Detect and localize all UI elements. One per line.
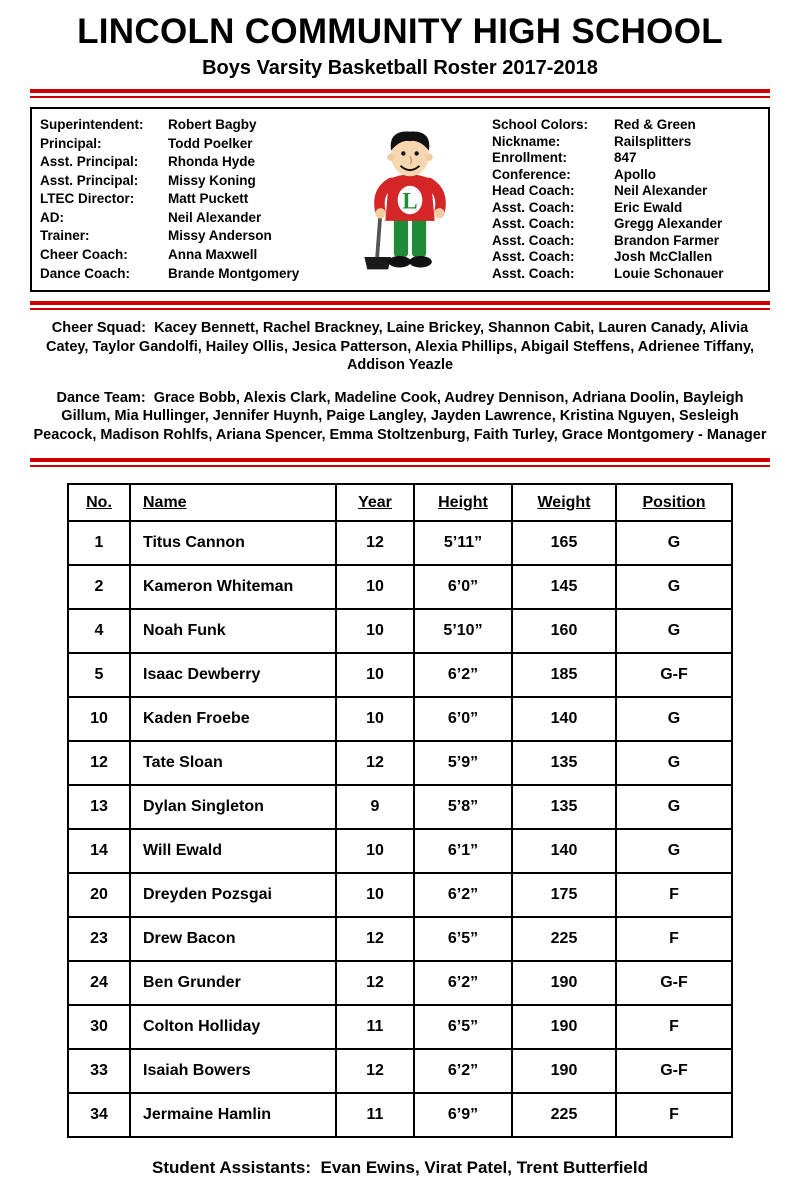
roster-cell: 6’2”	[414, 653, 512, 697]
roster-cell: Kaden Froebe	[130, 697, 336, 741]
roster-cell: 175	[512, 873, 616, 917]
school-title: LINCOLN COMMUNITY HIGH SCHOOL	[77, 12, 723, 51]
roster-cell: Tate Sloan	[130, 741, 336, 785]
info-value: Neil Alexander	[168, 209, 262, 225]
info-value: Eric Ewald	[614, 199, 683, 215]
info-row	[492, 216, 760, 233]
roster-row	[68, 565, 732, 609]
info-label: Asst. Principal:	[40, 154, 139, 170]
info-row	[40, 266, 328, 283]
roster-row	[68, 917, 732, 961]
roster-cell: G	[616, 565, 732, 609]
roster-cell: 6’0”	[414, 565, 512, 609]
roster-row	[68, 961, 732, 1005]
info-value: Matt Puckett	[168, 191, 249, 207]
roster-header-row	[68, 484, 732, 521]
roster-row	[68, 1049, 732, 1093]
roster-cell: 190	[512, 1049, 616, 1093]
info-row	[40, 117, 328, 134]
info-row	[40, 191, 328, 208]
roster-cell: F	[616, 917, 732, 961]
cheer-squad-paragraph	[32, 319, 768, 375]
column-header: Weight	[512, 484, 616, 521]
dance-team-paragraph	[32, 389, 768, 445]
info-value: Red & Green	[614, 117, 696, 132]
roster-cell: 10	[336, 697, 414, 741]
roster-cell: Isaac Dewberry	[130, 653, 336, 697]
info-label: Asst. Coach:	[492, 199, 575, 215]
roster-cell: 11	[336, 1093, 414, 1137]
info-label: LTEC Director:	[40, 191, 135, 207]
info-row	[492, 117, 760, 134]
roster-row	[68, 741, 732, 785]
roster-cell: Drew Bacon	[130, 917, 336, 961]
roster-cell: 9	[336, 785, 414, 829]
roster-cell: 6’2”	[414, 1049, 512, 1093]
roster-cell: 6’9”	[414, 1093, 512, 1137]
roster-cell: 6’0”	[414, 697, 512, 741]
info-value: Brandon Farmer	[614, 232, 720, 248]
roster-row	[68, 609, 732, 653]
roster-cell: Isaiah Bowers	[130, 1049, 336, 1093]
info-row	[40, 247, 328, 264]
info-row	[40, 154, 328, 171]
roster-row	[68, 1005, 732, 1049]
roster-row	[68, 653, 732, 697]
roster-cell: G	[616, 785, 732, 829]
roster-cell: 5’9”	[414, 741, 512, 785]
info-row	[40, 136, 328, 153]
info-label: Asst. Coach:	[492, 216, 575, 231]
column-header: Position	[616, 484, 732, 521]
column-header: Name	[130, 484, 336, 521]
info-row	[492, 200, 760, 217]
roster-cell: 10	[336, 565, 414, 609]
roster-cell: 10	[336, 829, 414, 873]
info-row	[492, 266, 760, 283]
info-value: Missy Koning	[168, 172, 256, 188]
info-label: AD:	[40, 209, 64, 225]
roster-cell: 12	[336, 961, 414, 1005]
roster-cell: G	[616, 697, 732, 741]
roster-cell: 190	[512, 961, 616, 1005]
info-value: Brande Montgomery	[168, 265, 300, 281]
student-assistants-label: Student Assistants:	[152, 1158, 312, 1177]
roster-cell: 12	[336, 741, 414, 785]
info-row	[40, 228, 328, 245]
roster-cell: F	[616, 1093, 732, 1137]
info-label: Cheer Coach:	[40, 246, 128, 262]
info-value: Louie Schonauer	[614, 265, 724, 281]
roster-cell: 11	[336, 1005, 414, 1049]
dance-team-label: Dance Team:	[56, 389, 146, 406]
info-value: Rhonda Hyde	[168, 154, 256, 170]
info-label: Trainer:	[40, 228, 90, 244]
roster-cell: 13	[68, 785, 130, 829]
railsplitter-mascot-image	[328, 117, 492, 282]
cheer-squad-members: Kacey Bennett, Rachel Brackney, Laine Brickey, Shannon Cabit, Lauren Canady, Alivia Catey, Taylor Gandolfi, Hailey Ollis, Jesica Patterson, Alexia Phillips, Abigail Steffens, Adrienee Tiffany, Addison Yeazle	[45, 320, 755, 373]
roster-cell: 225	[512, 1093, 616, 1137]
info-label: Asst. Principal:	[40, 172, 139, 188]
roster-cell: 135	[512, 785, 616, 829]
roster-cell: Titus Cannon	[130, 521, 336, 565]
roster-cell: 23	[68, 917, 130, 961]
info-label: Principal:	[40, 135, 102, 151]
roster-cell: 4	[68, 609, 130, 653]
info-label: Enrollment:	[492, 150, 568, 165]
roster-cell: 5’10”	[414, 609, 512, 653]
roster-cell: 140	[512, 697, 616, 741]
roster-cell: 2	[68, 565, 130, 609]
info-value: Josh McClallen	[614, 249, 713, 264]
info-label: Asst. Coach:	[492, 265, 575, 281]
roster-cell: 1	[68, 521, 130, 565]
roster-cell: 6’1”	[414, 829, 512, 873]
roster-cell: 12	[336, 521, 414, 565]
roster-row	[68, 829, 732, 873]
red-divider-rule	[30, 301, 770, 310]
school-info-box	[30, 107, 770, 292]
info-label: Head Coach:	[492, 183, 575, 198]
info-label: Nickname:	[492, 133, 561, 149]
info-value: 847	[614, 150, 637, 165]
student-assistants-names: Evan Ewins, Virat Patel, Trent Butterfield	[320, 1158, 648, 1177]
info-row	[492, 183, 760, 200]
student-assistants-line	[28, 1158, 772, 1178]
roster-cell: 6’5”	[414, 1005, 512, 1049]
info-row	[492, 134, 760, 151]
svg-text:L: L	[402, 188, 418, 214]
roster-cell: G	[616, 741, 732, 785]
squads-section	[28, 319, 772, 444]
roster-cell: 34	[68, 1093, 130, 1137]
roster-cell: Noah Funk	[130, 609, 336, 653]
roster-cell: 6’5”	[414, 917, 512, 961]
red-divider-rule	[30, 458, 770, 467]
cheer-squad-label: Cheer Squad:	[51, 320, 147, 336]
roster-cell: F	[616, 873, 732, 917]
roster-cell: 225	[512, 917, 616, 961]
roster-cell: G	[616, 609, 732, 653]
roster-cell: 135	[512, 741, 616, 785]
roster-cell: 10	[68, 697, 130, 741]
roster-cell: Dylan Singleton	[130, 785, 336, 829]
info-row	[492, 150, 760, 167]
info-value: Gregg Alexander	[614, 216, 723, 231]
info-label: Asst. Coach:	[492, 232, 575, 248]
info-value: Neil Alexander	[614, 183, 708, 198]
roster-cell: 5’8”	[414, 785, 512, 829]
roster-cell: 10	[336, 873, 414, 917]
info-row	[492, 233, 760, 250]
roster-cell: 190	[512, 1005, 616, 1049]
document-header	[28, 12, 772, 80]
column-header: Year	[336, 484, 414, 521]
column-header: Height	[414, 484, 512, 521]
info-row	[40, 210, 328, 227]
column-header: No.	[68, 484, 130, 521]
roster-cell: 6’2”	[414, 873, 512, 917]
dance-team-members: Grace Bobb, Alexis Clark, Madeline Cook, Audrey Dennison, Adriana Doolin, Bayleigh Gillum, Mia Hullinger, Jennifer Huynh, Paige Langley, Jayden Lawrence, Kristina Nguyen, Sesleigh Peacock, Madison Rohlfs, Ariana Spencer, Emma Stoltzenburg, Faith Turley, Grace Montgomery - Manager	[33, 389, 767, 443]
roster-cell: Dreyden Pozsgai	[130, 873, 336, 917]
roster-cell: G-F	[616, 653, 732, 697]
roster-cell: Colton Holliday	[130, 1005, 336, 1049]
roster-cell: G-F	[616, 961, 732, 1005]
info-label: Asst. Coach:	[492, 249, 575, 264]
roster-cell: 10	[336, 653, 414, 697]
document-subtitle: Boys Varsity Basketball Roster 2017-2018	[202, 57, 598, 79]
info-left-column	[40, 117, 328, 282]
info-label: Superintendent:	[40, 117, 144, 132]
roster-cell: 20	[68, 873, 130, 917]
roster-cell: 14	[68, 829, 130, 873]
roster-cell: 160	[512, 609, 616, 653]
roster-row	[68, 521, 732, 565]
roster-cell: 145	[512, 565, 616, 609]
red-divider-rule	[30, 89, 770, 98]
roster-table	[67, 483, 733, 1138]
roster-cell: 6’2”	[414, 961, 512, 1005]
info-value: Robert Bagby	[168, 117, 257, 132]
roster-cell: 10	[336, 609, 414, 653]
roster-cell: 24	[68, 961, 130, 1005]
info-value: Missy Anderson	[168, 228, 272, 244]
info-right-column	[492, 117, 760, 282]
roster-row	[68, 697, 732, 741]
roster-cell: 30	[68, 1005, 130, 1049]
roster-cell: 165	[512, 521, 616, 565]
info-value: Railsplitters	[614, 133, 692, 149]
roster-row	[68, 785, 732, 829]
roster-row	[68, 873, 732, 917]
roster-cell: F	[616, 1005, 732, 1049]
roster-cell: G-F	[616, 1049, 732, 1093]
info-row	[492, 167, 760, 184]
roster-row	[68, 1093, 732, 1137]
info-label: School Colors:	[492, 117, 589, 132]
roster-cell: Jermaine Hamlin	[130, 1093, 336, 1137]
roster-cell: 5	[68, 653, 130, 697]
roster-cell: 12	[68, 741, 130, 785]
info-label: Dance Coach:	[40, 265, 131, 281]
info-row	[40, 173, 328, 190]
roster-cell: 33	[68, 1049, 130, 1093]
roster-cell: 12	[336, 1049, 414, 1093]
info-value: Apollo	[614, 166, 656, 182]
info-value: Todd Poelker	[168, 135, 253, 151]
roster-cell: G	[616, 829, 732, 873]
roster-cell: 5’11”	[414, 521, 512, 565]
roster-table-body	[68, 521, 732, 1137]
info-row	[492, 249, 760, 266]
roster-cell: Kameron Whiteman	[130, 565, 336, 609]
info-label: Conference:	[492, 166, 571, 182]
roster-cell: G	[616, 521, 732, 565]
info-value: Anna Maxwell	[168, 246, 258, 262]
roster-cell: Will Ewald	[130, 829, 336, 873]
roster-cell: 185	[512, 653, 616, 697]
roster-cell: 12	[336, 917, 414, 961]
roster-cell: 140	[512, 829, 616, 873]
roster-cell: Ben Grunder	[130, 961, 336, 1005]
